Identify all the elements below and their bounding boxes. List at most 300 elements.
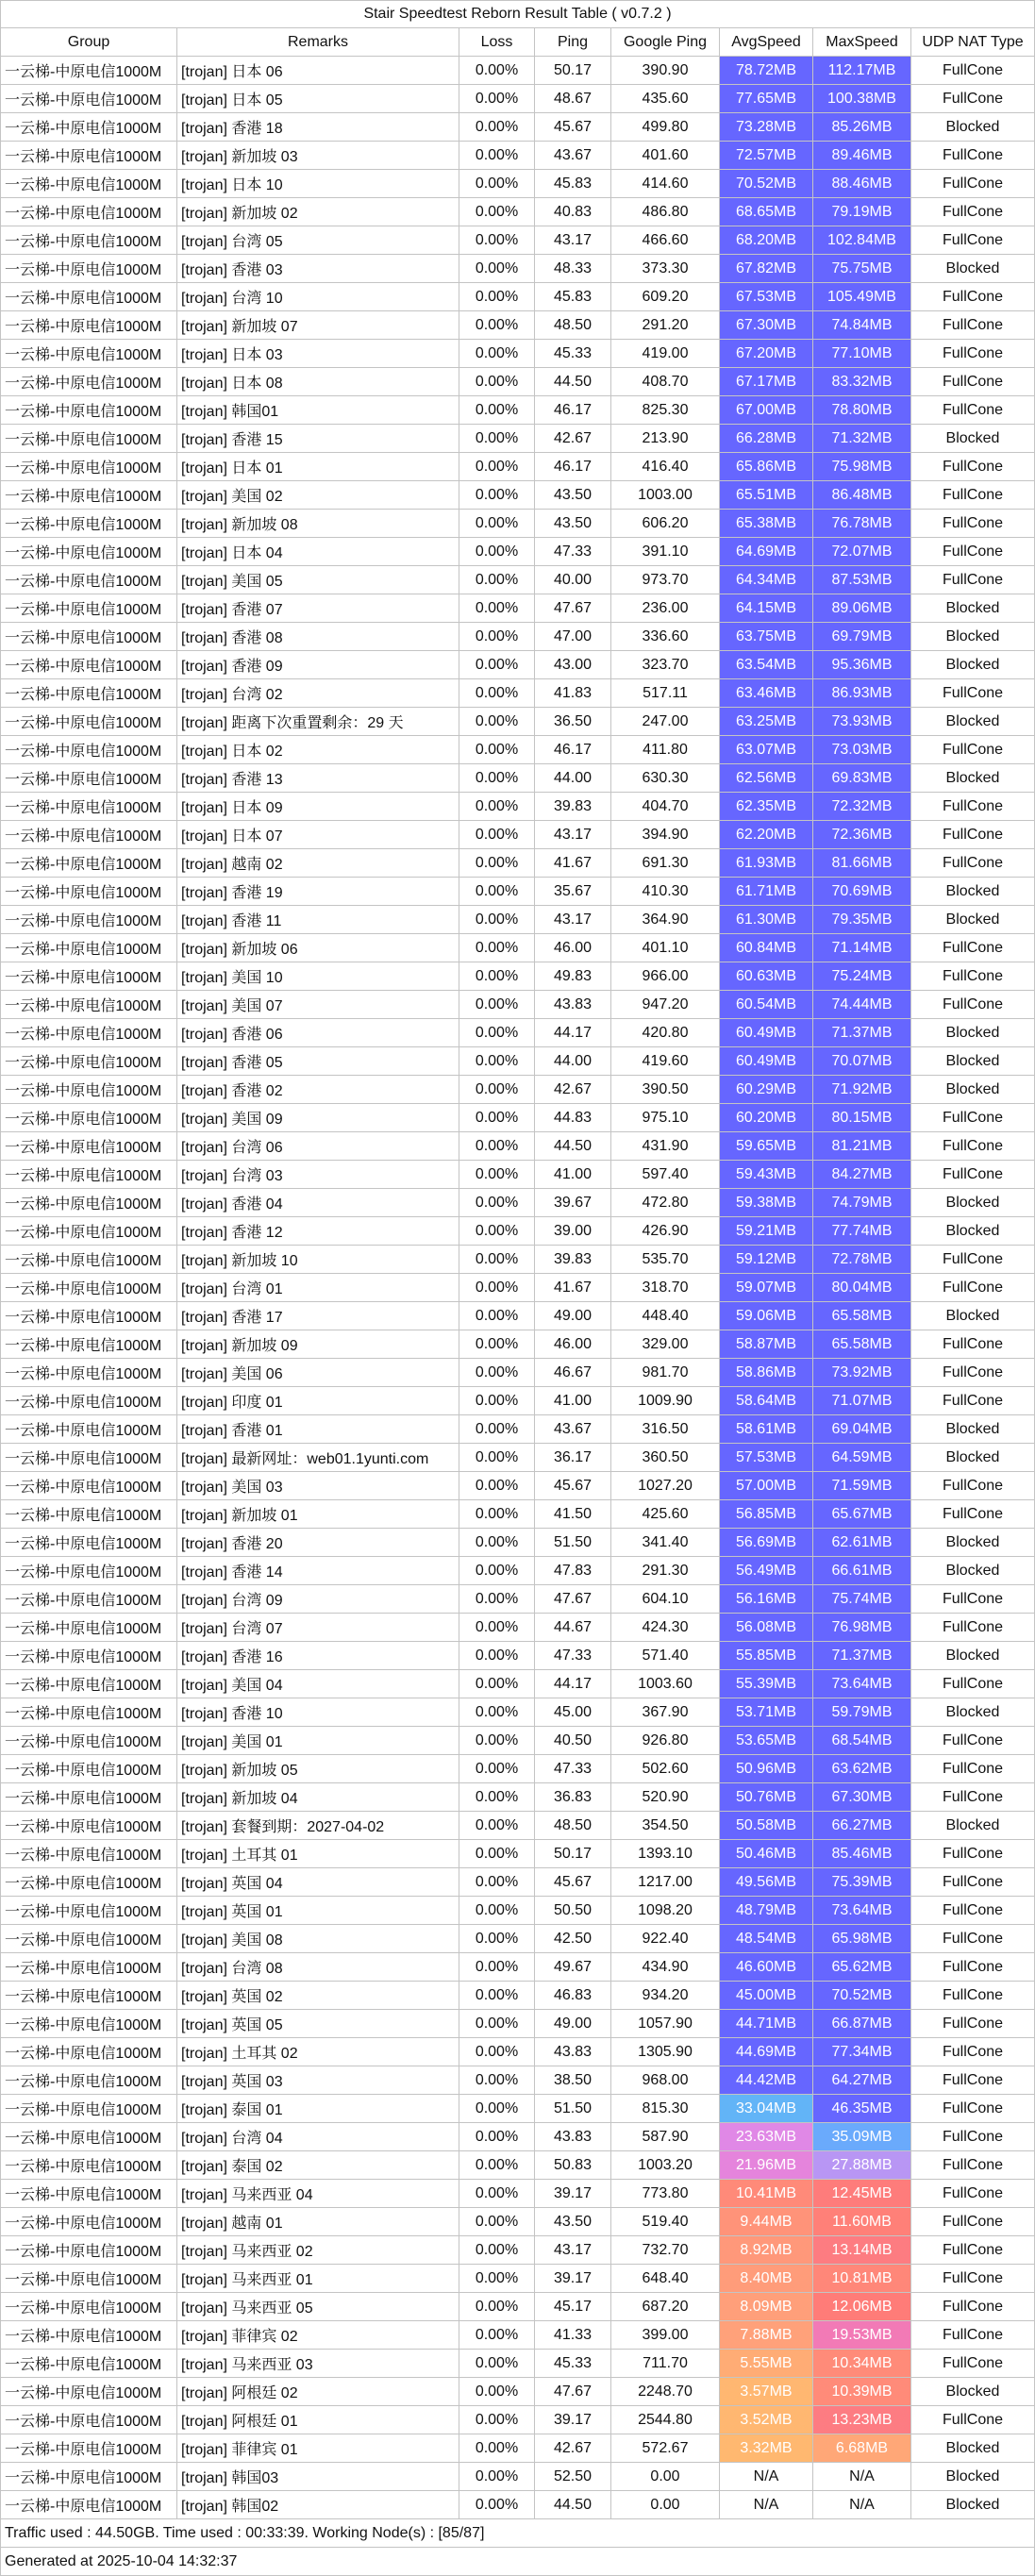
cell-remarks: [trojan] 英国 03 [177, 2066, 459, 2095]
cell-group: 一云梯-中原电信1000M [1, 623, 177, 651]
cell-google-ping: 1217.00 [611, 1868, 720, 1897]
table-row [1, 2406, 1035, 2434]
cell-udp-nat-type: FullCone [911, 1500, 1035, 1529]
cell-ping: 40.50 [535, 1727, 611, 1755]
cell-avg-speed: 59.21MB [720, 1217, 813, 1246]
cell-google-ping: 732.70 [611, 2236, 720, 2265]
cell-google-ping: 609.20 [611, 283, 720, 311]
cell-loss: 0.00% [459, 906, 535, 934]
cell-group: 一云梯-中原电信1000M [1, 2095, 177, 2123]
cell-google-ping: 431.90 [611, 1132, 720, 1161]
cell-loss: 0.00% [459, 85, 535, 113]
cell-group: 一云梯-中原电信1000M [1, 2010, 177, 2038]
cell-loss: 0.00% [459, 1585, 535, 1614]
table-row [1, 736, 1035, 764]
cell-group: 一云梯-中原电信1000M [1, 1925, 177, 1953]
cell-udp-nat-type: FullCone [911, 991, 1035, 1019]
cell-udp-nat-type: FullCone [911, 2123, 1035, 2151]
cell-google-ping: 425.60 [611, 1500, 720, 1529]
cell-max-speed: 63.62MB [813, 1755, 911, 1783]
cell-ping: 47.33 [535, 1642, 611, 1670]
table-row [1, 651, 1035, 679]
header-ping: Ping [535, 28, 611, 57]
cell-avg-speed: 64.69MB [720, 538, 813, 566]
header-row [1, 28, 1035, 57]
cell-udp-nat-type: FullCone [911, 1925, 1035, 1953]
cell-avg-speed: 67.20MB [720, 340, 813, 368]
table-row [1, 708, 1035, 736]
table-row [1, 368, 1035, 396]
cell-loss: 0.00% [459, 2208, 535, 2236]
cell-udp-nat-type: FullCone [911, 311, 1035, 340]
cell-loss: 0.00% [459, 1359, 535, 1387]
cell-avg-speed: 9.44MB [720, 2208, 813, 2236]
cell-google-ping: 1003.20 [611, 2151, 720, 2180]
cell-google-ping: 773.80 [611, 2180, 720, 2208]
cell-udp-nat-type: Blocked [911, 1019, 1035, 1047]
cell-udp-nat-type: FullCone [911, 1472, 1035, 1500]
cell-ping: 45.33 [535, 2350, 611, 2378]
cell-loss: 0.00% [459, 764, 535, 793]
cell-udp-nat-type: Blocked [911, 594, 1035, 623]
cell-google-ping: 535.70 [611, 1246, 720, 1274]
cell-avg-speed: 61.93MB [720, 849, 813, 878]
table-row [1, 396, 1035, 425]
cell-avg-speed: 64.15MB [720, 594, 813, 623]
cell-avg-speed: 50.46MB [720, 1840, 813, 1868]
cell-remarks: [trojan] 台湾 08 [177, 1953, 459, 1982]
cell-group: 一云梯-中原电信1000M [1, 2434, 177, 2463]
cell-loss: 0.00% [459, 991, 535, 1019]
cell-avg-speed: 3.52MB [720, 2406, 813, 2434]
cell-udp-nat-type: FullCone [911, 2208, 1035, 2236]
cell-max-speed: 75.75MB [813, 255, 911, 283]
cell-remarks: [trojan] 马来西亚 04 [177, 2180, 459, 2208]
cell-max-speed: 12.06MB [813, 2293, 911, 2321]
cell-remarks: [trojan] 英国 04 [177, 1868, 459, 1897]
cell-remarks: [trojan] 越南 02 [177, 849, 459, 878]
cell-udp-nat-type: FullCone [911, 1274, 1035, 1302]
cell-udp-nat-type: FullCone [911, 57, 1035, 85]
cell-remarks: [trojan] 美国 01 [177, 1727, 459, 1755]
cell-udp-nat-type: Blocked [911, 1642, 1035, 1670]
table-row [1, 340, 1035, 368]
cell-max-speed: 65.58MB [813, 1302, 911, 1330]
table-row [1, 1642, 1035, 1670]
cell-avg-speed: 64.34MB [720, 566, 813, 594]
cell-udp-nat-type: FullCone [911, 1161, 1035, 1189]
cell-ping: 44.50 [535, 2491, 611, 2519]
cell-group: 一云梯-中原电信1000M [1, 962, 177, 991]
cell-max-speed: 77.34MB [813, 2038, 911, 2066]
cell-ping: 46.67 [535, 1359, 611, 1387]
cell-udp-nat-type: FullCone [911, 396, 1035, 425]
cell-max-speed: 65.67MB [813, 1500, 911, 1529]
cell-loss: 0.00% [459, 142, 535, 170]
cell-google-ping: 420.80 [611, 1019, 720, 1047]
cell-google-ping: 1003.00 [611, 481, 720, 510]
cell-remarks: [trojan] 美国 03 [177, 1472, 459, 1500]
cell-group: 一云梯-中原电信1000M [1, 453, 177, 481]
cell-max-speed: 73.64MB [813, 1897, 911, 1925]
cell-ping: 49.83 [535, 962, 611, 991]
cell-google-ping: 291.20 [611, 311, 720, 340]
table-row [1, 2321, 1035, 2350]
cell-remarks: [trojan] 韩国01 [177, 396, 459, 425]
table-row [1, 2265, 1035, 2293]
cell-group: 一云梯-中原电信1000M [1, 538, 177, 566]
cell-ping: 46.17 [535, 736, 611, 764]
cell-ping: 45.67 [535, 1472, 611, 1500]
cell-google-ping: 247.00 [611, 708, 720, 736]
footer-generated-row [1, 2548, 1035, 2576]
cell-loss: 0.00% [459, 1132, 535, 1161]
cell-avg-speed: 63.07MB [720, 736, 813, 764]
title-row [1, 1, 1035, 28]
cell-udp-nat-type: FullCone [911, 1246, 1035, 1274]
cell-udp-nat-type: Blocked [911, 2378, 1035, 2406]
table-row [1, 821, 1035, 849]
cell-group: 一云梯-中原电信1000M [1, 1132, 177, 1161]
cell-loss: 0.00% [459, 2095, 535, 2123]
table-row [1, 2010, 1035, 2038]
cell-loss: 0.00% [459, 1472, 535, 1500]
cell-udp-nat-type: FullCone [911, 283, 1035, 311]
cell-avg-speed: 59.43MB [720, 1161, 813, 1189]
cell-ping: 38.50 [535, 2066, 611, 2095]
cell-loss: 0.00% [459, 1302, 535, 1330]
cell-remarks: [trojan] 新加坡 10 [177, 1246, 459, 1274]
cell-google-ping: 1057.90 [611, 2010, 720, 2038]
cell-group: 一云梯-中原电信1000M [1, 2463, 177, 2491]
table-row [1, 2491, 1035, 2519]
table-row [1, 1246, 1035, 1274]
cell-ping: 49.00 [535, 1302, 611, 1330]
cell-google-ping: 316.50 [611, 1415, 720, 1444]
table-row [1, 991, 1035, 1019]
cell-google-ping: 825.30 [611, 396, 720, 425]
cell-avg-speed: 62.56MB [720, 764, 813, 793]
cell-group: 一云梯-中原电信1000M [1, 2406, 177, 2434]
cell-remarks: [trojan] 日本 05 [177, 85, 459, 113]
cell-loss: 0.00% [459, 2434, 535, 2463]
cell-google-ping: 408.70 [611, 368, 720, 396]
cell-avg-speed: 60.54MB [720, 991, 813, 1019]
cell-max-speed: 85.46MB [813, 1840, 911, 1868]
cell-udp-nat-type: Blocked [911, 2463, 1035, 2491]
cell-loss: 0.00% [459, 1840, 535, 1868]
cell-udp-nat-type: FullCone [911, 566, 1035, 594]
cell-ping: 45.67 [535, 113, 611, 142]
cell-ping: 43.83 [535, 2038, 611, 2066]
cell-max-speed: 35.09MB [813, 2123, 911, 2151]
table-row [1, 1897, 1035, 1925]
cell-google-ping: 472.80 [611, 1189, 720, 1217]
cell-remarks: [trojan] 越南 01 [177, 2208, 459, 2236]
cell-loss: 0.00% [459, 2463, 535, 2491]
table-row [1, 2463, 1035, 2491]
cell-max-speed: 71.59MB [813, 1472, 911, 1500]
cell-loss: 0.00% [459, 962, 535, 991]
cell-google-ping: 213.90 [611, 425, 720, 453]
footer-generated: Generated at 2025-10-04 14:32:37 [1, 2548, 1035, 2576]
cell-google-ping: 571.40 [611, 1642, 720, 1670]
cell-group: 一云梯-中原电信1000M [1, 2293, 177, 2321]
cell-avg-speed: 21.96MB [720, 2151, 813, 2180]
cell-udp-nat-type: FullCone [911, 1840, 1035, 1868]
table-row [1, 255, 1035, 283]
cell-max-speed: 105.49MB [813, 283, 911, 311]
cell-ping: 48.50 [535, 1812, 611, 1840]
cell-google-ping: 499.80 [611, 113, 720, 142]
table-row [1, 1868, 1035, 1897]
cell-udp-nat-type: FullCone [911, 510, 1035, 538]
cell-udp-nat-type: Blocked [911, 1047, 1035, 1076]
table-row [1, 1812, 1035, 1840]
cell-max-speed: 68.54MB [813, 1727, 911, 1755]
table-row [1, 1500, 1035, 1529]
cell-avg-speed: 63.54MB [720, 651, 813, 679]
cell-udp-nat-type: FullCone [911, 2066, 1035, 2095]
cell-loss: 0.00% [459, 2321, 535, 2350]
table-row [1, 2151, 1035, 2180]
table-row [1, 113, 1035, 142]
cell-avg-speed: 48.54MB [720, 1925, 813, 1953]
cell-loss: 0.00% [459, 1019, 535, 1047]
cell-avg-speed: 59.38MB [720, 1189, 813, 1217]
cell-udp-nat-type: Blocked [911, 1415, 1035, 1444]
cell-ping: 43.17 [535, 821, 611, 849]
cell-group: 一云梯-中原电信1000M [1, 1982, 177, 2010]
cell-remarks: [trojan] 香港 04 [177, 1189, 459, 1217]
cell-udp-nat-type: FullCone [911, 453, 1035, 481]
cell-remarks: [trojan] 新加坡 01 [177, 1500, 459, 1529]
cell-group: 一云梯-中原电信1000M [1, 1387, 177, 1415]
cell-remarks: [trojan] 日本 01 [177, 453, 459, 481]
cell-ping: 40.00 [535, 566, 611, 594]
cell-max-speed: 13.14MB [813, 2236, 911, 2265]
cell-group: 一云梯-中原电信1000M [1, 1472, 177, 1500]
cell-remarks: [trojan] 香港 20 [177, 1529, 459, 1557]
cell-google-ping: 973.70 [611, 566, 720, 594]
header-avg-speed: AvgSpeed [720, 28, 813, 57]
cell-max-speed: 81.66MB [813, 849, 911, 878]
table-row [1, 793, 1035, 821]
cell-avg-speed: 55.39MB [720, 1670, 813, 1698]
cell-ping: 42.67 [535, 1076, 611, 1104]
cell-group: 一云梯-中原电信1000M [1, 736, 177, 764]
cell-google-ping: 0.00 [611, 2491, 720, 2519]
cell-ping: 42.67 [535, 2434, 611, 2463]
cell-ping: 45.67 [535, 1868, 611, 1897]
cell-google-ping: 434.90 [611, 1953, 720, 1982]
cell-group: 一云梯-中原电信1000M [1, 651, 177, 679]
cell-group: 一云梯-中原电信1000M [1, 1727, 177, 1755]
cell-remarks: [trojan] 日本 06 [177, 57, 459, 85]
cell-avg-speed: 60.29MB [720, 1076, 813, 1104]
cell-avg-speed: 60.20MB [720, 1104, 813, 1132]
cell-udp-nat-type: Blocked [911, 1444, 1035, 1472]
cell-remarks: [trojan] 台湾 04 [177, 2123, 459, 2151]
cell-ping: 41.50 [535, 1500, 611, 1529]
cell-loss: 0.00% [459, 1783, 535, 1812]
cell-remarks: [trojan] 泰国 02 [177, 2151, 459, 2180]
cell-remarks: [trojan] 印度 01 [177, 1387, 459, 1415]
cell-avg-speed: 57.53MB [720, 1444, 813, 1472]
cell-avg-speed: 44.42MB [720, 2066, 813, 2095]
cell-max-speed: 66.87MB [813, 2010, 911, 2038]
cell-google-ping: 336.60 [611, 623, 720, 651]
table-row [1, 283, 1035, 311]
table-row [1, 1274, 1035, 1302]
table-row [1, 2180, 1035, 2208]
cell-ping: 52.50 [535, 2463, 611, 2491]
cell-loss: 0.00% [459, 623, 535, 651]
cell-google-ping: 318.70 [611, 1274, 720, 1302]
header-max-speed: MaxSpeed [813, 28, 911, 57]
table-row [1, 1161, 1035, 1189]
table-row [1, 453, 1035, 481]
cell-group: 一云梯-中原电信1000M [1, 2491, 177, 2519]
cell-remarks: [trojan] 新加坡 08 [177, 510, 459, 538]
cell-remarks: [trojan] 最新网址：web01.1yunti.com [177, 1444, 459, 1472]
cell-ping: 43.50 [535, 481, 611, 510]
cell-group: 一云梯-中原电信1000M [1, 368, 177, 396]
cell-google-ping: 354.50 [611, 1812, 720, 1840]
table-row [1, 2434, 1035, 2463]
cell-remarks: [trojan] 新加坡 06 [177, 934, 459, 962]
cell-avg-speed: 50.76MB [720, 1783, 813, 1812]
cell-group: 一云梯-中原电信1000M [1, 1019, 177, 1047]
cell-avg-speed: 62.35MB [720, 793, 813, 821]
cell-group: 一云梯-中原电信1000M [1, 1755, 177, 1783]
table-row [1, 2038, 1035, 2066]
cell-ping: 44.50 [535, 368, 611, 396]
cell-udp-nat-type: FullCone [911, 1868, 1035, 1897]
cell-google-ping: 687.20 [611, 2293, 720, 2321]
cell-ping: 36.83 [535, 1783, 611, 1812]
cell-ping: 44.50 [535, 1132, 611, 1161]
cell-group: 一云梯-中原电信1000M [1, 198, 177, 226]
header-google-ping: Google Ping [611, 28, 720, 57]
table-row [1, 1104, 1035, 1132]
cell-avg-speed: 8.09MB [720, 2293, 813, 2321]
cell-google-ping: 947.20 [611, 991, 720, 1019]
cell-avg-speed: 63.46MB [720, 679, 813, 708]
cell-group: 一云梯-中原电信1000M [1, 2180, 177, 2208]
table-row [1, 85, 1035, 113]
cell-udp-nat-type: FullCone [911, 2265, 1035, 2293]
cell-loss: 0.00% [459, 878, 535, 906]
cell-ping: 51.50 [535, 2095, 611, 2123]
cell-avg-speed: 65.86MB [720, 453, 813, 481]
cell-max-speed: 76.98MB [813, 1614, 911, 1642]
cell-google-ping: 329.00 [611, 1330, 720, 1359]
cell-avg-speed: 48.79MB [720, 1897, 813, 1925]
cell-google-ping: 572.67 [611, 2434, 720, 2463]
cell-google-ping: 1393.10 [611, 1840, 720, 1868]
cell-group: 一云梯-中原电信1000M [1, 142, 177, 170]
cell-max-speed: 73.92MB [813, 1359, 911, 1387]
table-row [1, 1698, 1035, 1727]
cell-google-ping: 416.40 [611, 453, 720, 481]
cell-loss: 0.00% [459, 1868, 535, 1897]
cell-max-speed: 84.27MB [813, 1161, 911, 1189]
cell-avg-speed: 10.41MB [720, 2180, 813, 2208]
cell-loss: 0.00% [459, 1557, 535, 1585]
cell-avg-speed: N/A [720, 2491, 813, 2519]
table-row [1, 425, 1035, 453]
cell-avg-speed: 60.84MB [720, 934, 813, 962]
cell-loss: 0.00% [459, 2066, 535, 2095]
table-row [1, 1415, 1035, 1444]
cell-ping: 50.83 [535, 2151, 611, 2180]
cell-udp-nat-type: FullCone [911, 2236, 1035, 2265]
cell-max-speed: 69.79MB [813, 623, 911, 651]
cell-group: 一云梯-中原电信1000M [1, 226, 177, 255]
cell-google-ping: 517.11 [611, 679, 720, 708]
cell-remarks: [trojan] 香港 18 [177, 113, 459, 142]
cell-remarks: [trojan] 美国 02 [177, 481, 459, 510]
cell-avg-speed: 50.96MB [720, 1755, 813, 1783]
table-row [1, 311, 1035, 340]
cell-google-ping: 968.00 [611, 2066, 720, 2095]
cell-avg-speed: 67.00MB [720, 396, 813, 425]
cell-udp-nat-type: Blocked [911, 1557, 1035, 1585]
cell-avg-speed: 56.49MB [720, 1557, 813, 1585]
cell-remarks: [trojan] 新加坡 02 [177, 198, 459, 226]
cell-ping: 44.17 [535, 1670, 611, 1698]
cell-udp-nat-type: FullCone [911, 2180, 1035, 2208]
cell-udp-nat-type: FullCone [911, 368, 1035, 396]
table-title: Stair Speedtest Reborn Result Table ( v0.7.2 ) [1, 1, 1035, 28]
cell-remarks: [trojan] 日本 10 [177, 170, 459, 198]
cell-loss: 0.00% [459, 57, 535, 85]
cell-udp-nat-type: FullCone [911, 198, 1035, 226]
cell-loss: 0.00% [459, 1614, 535, 1642]
cell-loss: 0.00% [459, 736, 535, 764]
cell-avg-speed: 58.61MB [720, 1415, 813, 1444]
cell-remarks: [trojan] 阿根廷 02 [177, 2378, 459, 2406]
cell-ping: 45.83 [535, 170, 611, 198]
cell-avg-speed: 23.63MB [720, 2123, 813, 2151]
cell-max-speed: 102.84MB [813, 226, 911, 255]
cell-loss: 0.00% [459, 1217, 535, 1246]
cell-group: 一云梯-中原电信1000M [1, 2236, 177, 2265]
cell-google-ping: 2248.70 [611, 2378, 720, 2406]
cell-udp-nat-type: Blocked [911, 764, 1035, 793]
cell-remarks: [trojan] 马来西亚 01 [177, 2265, 459, 2293]
cell-google-ping: 401.10 [611, 934, 720, 962]
cell-google-ping: 394.90 [611, 821, 720, 849]
cell-remarks: [trojan] 香港 14 [177, 1557, 459, 1585]
cell-group: 一云梯-中原电信1000M [1, 878, 177, 906]
table-row [1, 934, 1035, 962]
cell-ping: 50.50 [535, 1897, 611, 1925]
cell-udp-nat-type: FullCone [911, 1330, 1035, 1359]
cell-avg-speed: 59.12MB [720, 1246, 813, 1274]
cell-max-speed: 100.38MB [813, 85, 911, 113]
cell-avg-speed: 7.88MB [720, 2321, 813, 2350]
cell-loss: 0.00% [459, 1897, 535, 1925]
cell-ping: 36.17 [535, 1444, 611, 1472]
cell-ping: 43.67 [535, 1415, 611, 1444]
cell-ping: 48.50 [535, 311, 611, 340]
cell-google-ping: 934.20 [611, 1982, 720, 2010]
cell-max-speed: 79.35MB [813, 906, 911, 934]
cell-udp-nat-type: Blocked [911, 2434, 1035, 2463]
cell-max-speed: 72.78MB [813, 1246, 911, 1274]
